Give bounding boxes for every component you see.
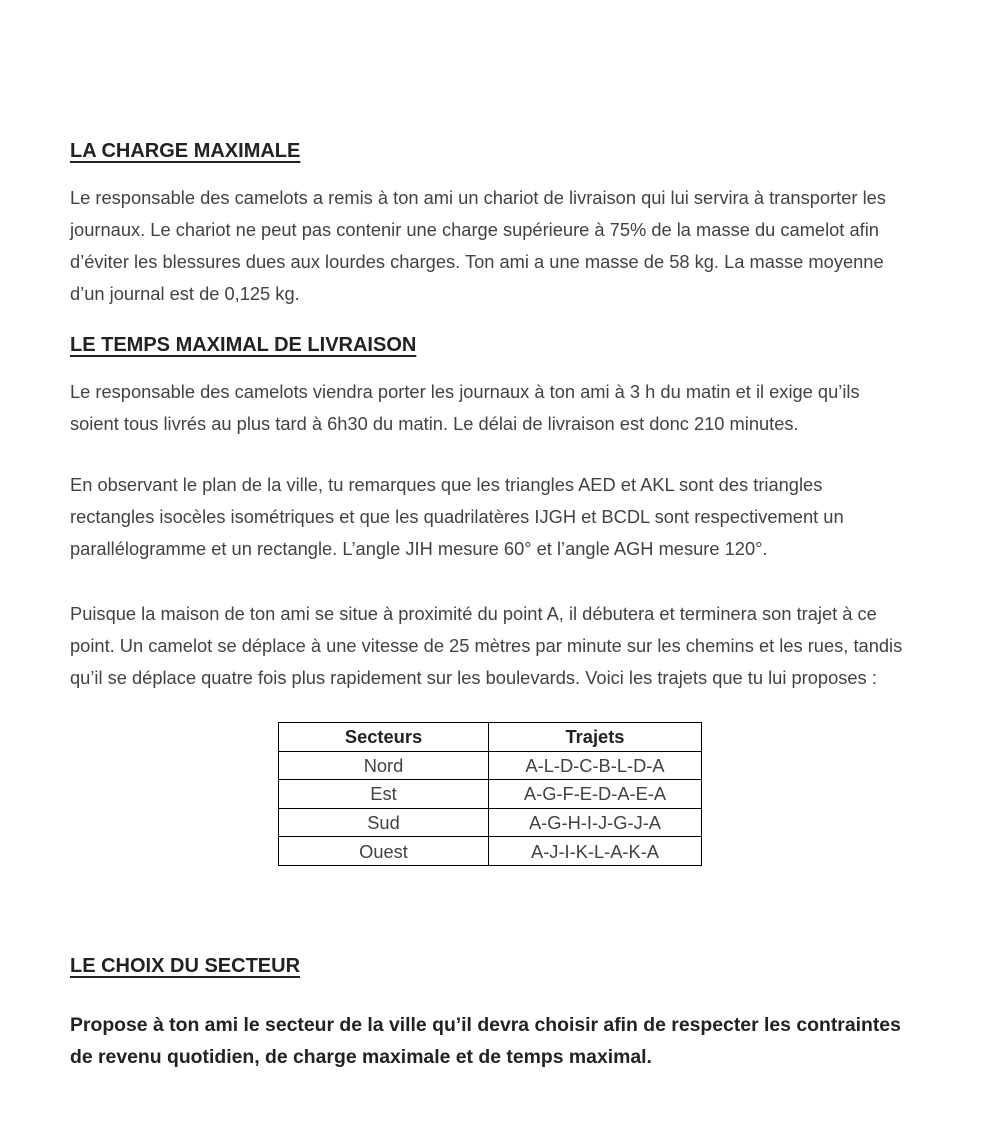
- table-row-sud: [279, 808, 702, 837]
- cell-trajet-ouest: A-J-I-K-L-A-K-A: [489, 837, 702, 866]
- cell-secteur-sud: Sud: [279, 808, 489, 837]
- cell-trajet-sud: A-G-H-I-J-G-J-A: [489, 808, 702, 837]
- paragraph-consigne-choix: Propose à ton ami le secteur de la ville qu’il devra choisir afin de respecter les contraintes de revenu quotidien, de charge maximale et de temps maximal.: [70, 1013, 901, 1068]
- paragraph-charge-maximale: Le responsable des camelots a remis à ton ami un chariot de livraison qui lui servira à transporter les journaux. Le chariot ne peut pas contenir une charge supérieure à 75% de la masse du camelot afin d’éviter les blessures dues aux lourdes charges. Ton ami a une masse de 58 kg. La masse moyenne d’un journal est de 0,125 kg.: [70, 187, 886, 304]
- heading-choix-secteur: LE CHOIX DU SECTEUR: [70, 954, 301, 977]
- cell-secteur-est: Est: [279, 780, 489, 809]
- table-row-nord: [279, 751, 702, 780]
- table-header-row: [279, 723, 702, 752]
- cell-secteur-ouest: Ouest: [279, 837, 489, 866]
- cell-trajet-nord: A-L-D-C-B-L-D-A: [489, 751, 702, 780]
- paragraph-trajets-intro: Puisque la maison de ton ami se situe à proximité du point A, il débutera et terminera son trajet à ce point. Un camelot se déplace à une vitesse de 25 mètres par minute sur les chemins et les rues, tandis qu’il se déplace quatre fois plus rapidement sur les boulevards. Voici les trajets que tu lui proposes :: [70, 603, 903, 688]
- cell-secteur-nord: Nord: [279, 751, 489, 780]
- trajets-table: [278, 722, 702, 866]
- cell-trajet-est: A-G-F-E-D-A-E-A: [489, 780, 702, 809]
- paragraph-delai-livraison: Le responsable des camelots viendra porter les journaux à ton ami à 3 h du matin et il exige qu’ils soient tous livrés au plus tard à 6h30 du matin. Le délai de livraison est donc 210 minutes.: [70, 381, 860, 434]
- table-header-trajets: Trajets: [489, 723, 702, 752]
- heading-temps-maximal: LE TEMPS MAXIMAL DE LIVRAISON: [70, 334, 417, 356]
- heading-charge-maximale: LA CHARGE MAXIMALE: [70, 140, 301, 162]
- table-header-secteurs: Secteurs: [279, 723, 489, 752]
- paragraph-plan-ville: En observant le plan de la ville, tu remarques que les triangles AED et AKL sont des triangles rectangles isocèles isométriques et que les quadrilatères IJGH et BCDL sont respectivement un parallélogramme et un rectangle. L’angle JIH mesure 60° et l’angle AGH mesure 120°.: [70, 474, 844, 559]
- table-row-est: [279, 780, 702, 809]
- table-row-ouest: [279, 837, 702, 866]
